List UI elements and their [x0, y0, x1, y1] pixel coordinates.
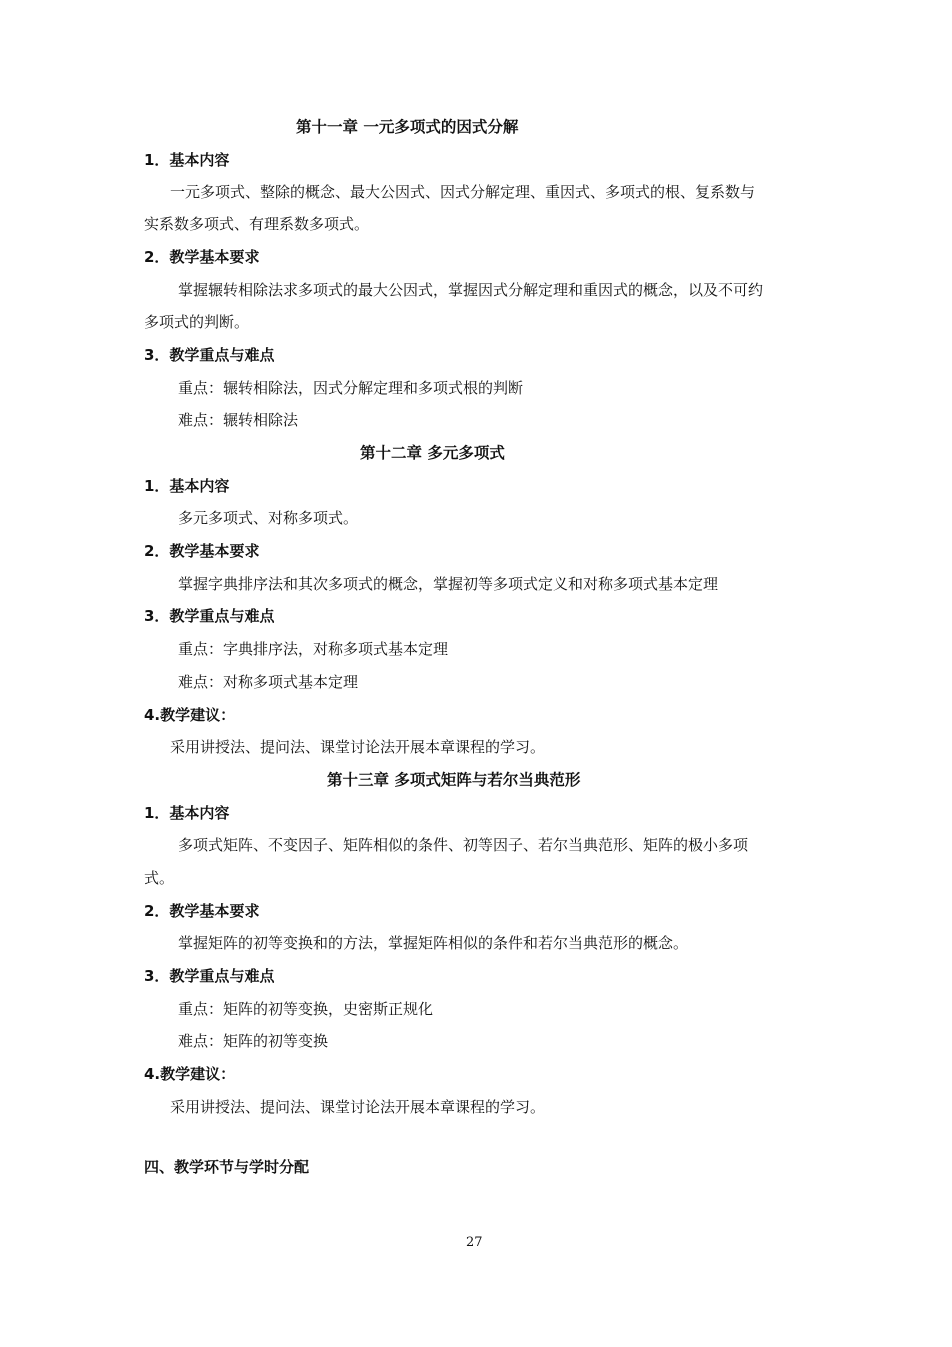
ch12-basic-content-heading: 1．基本内容 — [144, 477, 230, 495]
ch11-basic-content-text-2: 实系数多项式、有理系数多项式。 — [144, 215, 370, 233]
ch12-basic-content-text: 多元多项式、对称多项式。 — [178, 509, 359, 527]
ch11-basic-content-text-1: 一元多项式、整除的概念、最大公因式、因式分解定理、重因式、多项式的根、复系数与 — [170, 183, 756, 201]
ch13-teaching-advice-text: 采用讲授法、提问法、课堂讨论法开展本章课程的学习。 — [170, 1098, 546, 1116]
ch12-difficult-point: 难点：对称多项式基本定理 — [178, 673, 359, 691]
ch11-key-point: 重点：辗转相除法，因式分解定理和多项式根的判断 — [178, 379, 524, 397]
ch12-key-point: 重点：字典排序法，对称多项式基本定理 — [178, 640, 449, 658]
ch13-requirements-heading: 2．教学基本要求 — [144, 902, 260, 920]
ch11-requirements-text-1: 掌握辗转相除法求多项式的最大公因式，掌握因式分解定理和重因式的概念，以及不可约 — [178, 281, 764, 299]
ch11-requirements-text-2: 多项式的判断。 — [144, 313, 250, 331]
chapter-12-title: 第十二章 多元多项式 — [360, 444, 505, 462]
ch13-basic-content-heading: 1．基本内容 — [144, 804, 230, 822]
ch11-requirements-heading: 2．教学基本要求 — [144, 248, 260, 266]
ch12-requirements-heading: 2．教学基本要求 — [144, 542, 260, 560]
ch13-requirements-text: 掌握矩阵的初等变换和的方法，掌握矩阵相似的条件和若尔当典范形的概念。 — [178, 934, 689, 952]
ch13-teaching-advice-heading: 4.教学建议： — [144, 1065, 236, 1083]
ch13-basic-content-text-2: 式。 — [144, 869, 175, 887]
ch12-requirements-text: 掌握字典排序法和其次多项式的概念，掌握初等多项式定义和对称多项式基本定理 — [178, 575, 719, 593]
ch13-key-point: 重点：矩阵的初等变换，史密斯正规化 — [178, 1000, 434, 1018]
chapter-13-title: 第十三章 多项式矩阵与若尔当典范形 — [327, 771, 581, 789]
chapter-11-title: 第十一章 一元多项式的因式分解 — [296, 118, 519, 136]
ch12-key-points-heading: 3．教学重点与难点 — [144, 607, 275, 625]
ch12-teaching-advice-text: 采用讲授法、提问法、课堂讨论法开展本章课程的学习。 — [170, 738, 546, 756]
section-4-heading: 四、教学环节与学时分配 — [144, 1158, 310, 1176]
ch13-key-points-heading: 3．教学重点与难点 — [144, 967, 275, 985]
ch11-difficult-point: 难点：辗转相除法 — [178, 411, 299, 429]
page-number: 27 — [466, 1235, 483, 1250]
ch11-basic-content-heading: 1．基本内容 — [144, 151, 230, 169]
ch12-teaching-advice-heading: 4.教学建议： — [144, 706, 236, 724]
ch11-key-points-heading: 3．教学重点与难点 — [144, 346, 275, 364]
ch13-basic-content-text-1: 多项式矩阵、不变因子、矩阵相似的条件、初等因子、若尔当典范形、矩阵的极小多项 — [178, 836, 749, 854]
ch13-difficult-point: 难点：矩阵的初等变换 — [178, 1032, 329, 1050]
